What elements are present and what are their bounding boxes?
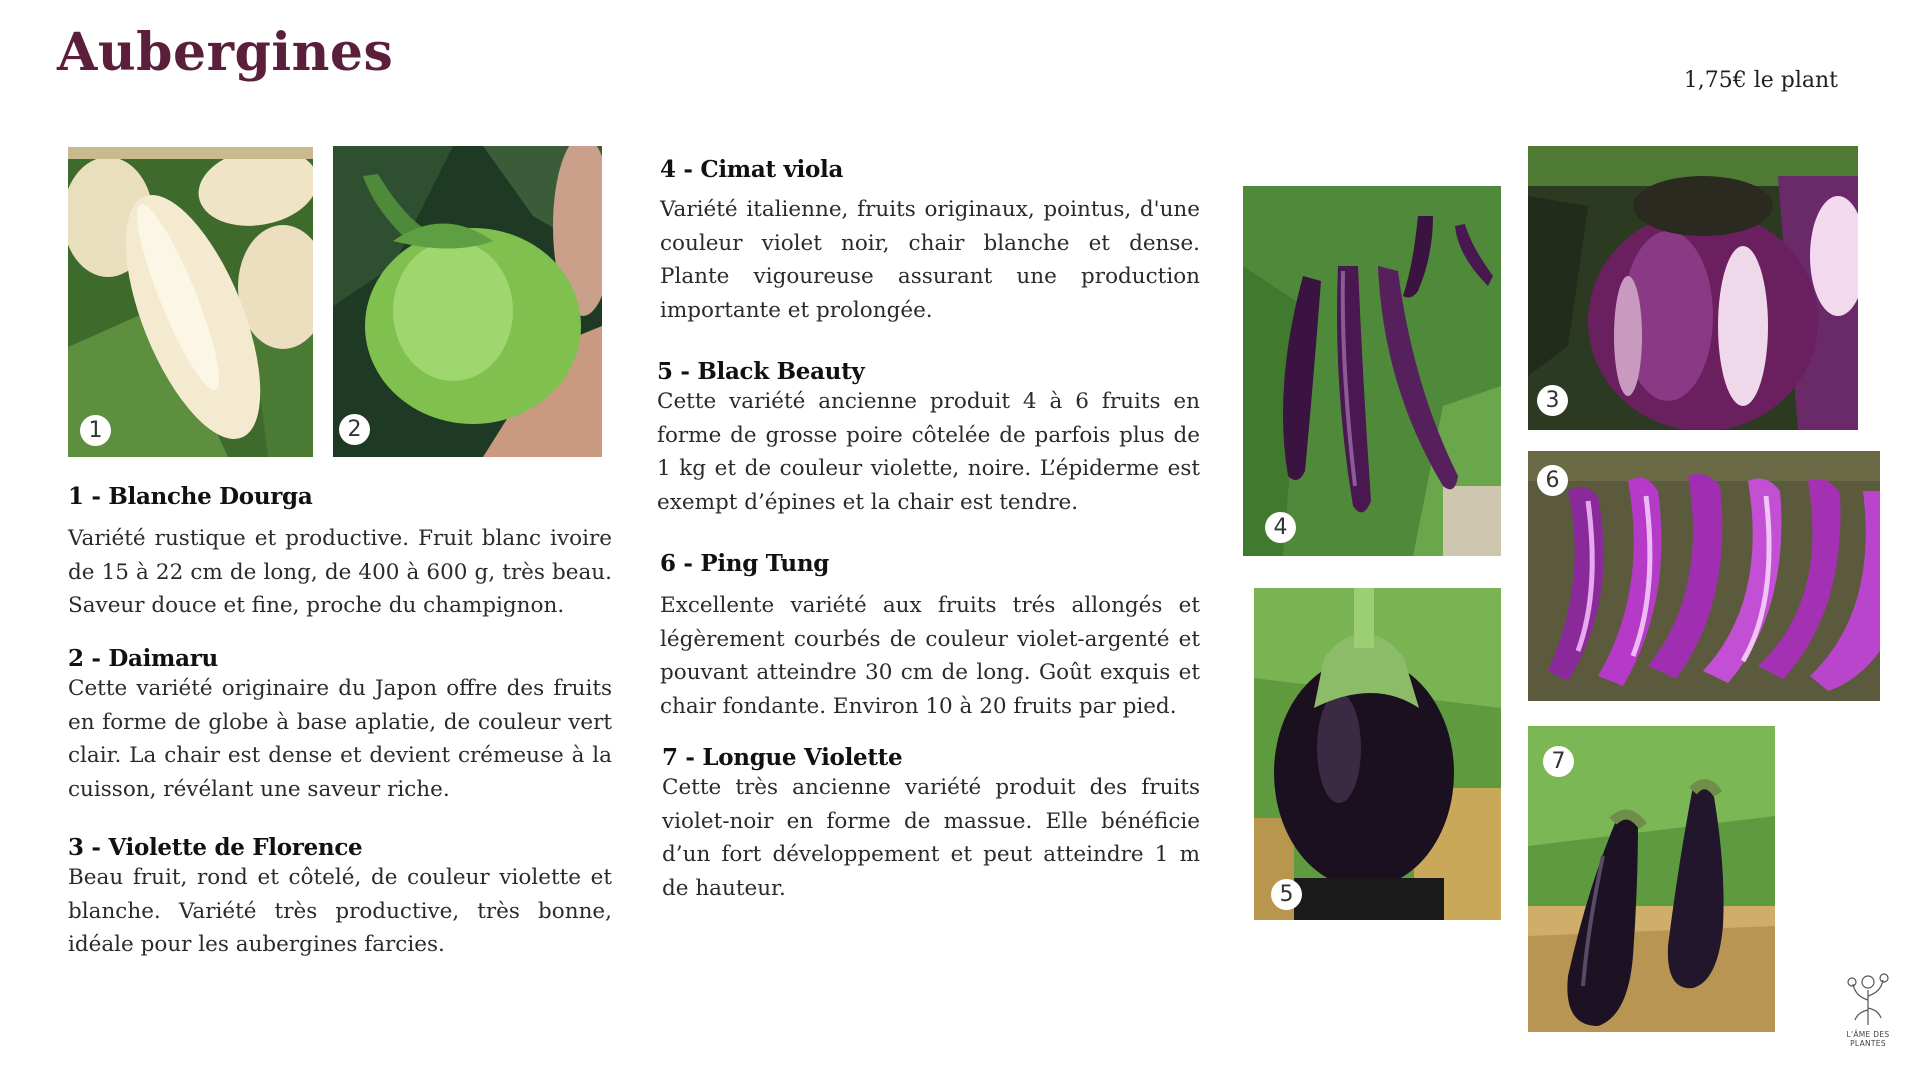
variety-heading: 7 - Longue Violette bbox=[662, 744, 903, 771]
photo-violette-de-florence bbox=[1528, 146, 1858, 430]
photo-number-badge: 1 bbox=[80, 415, 111, 446]
photo-number-badge: 6 bbox=[1537, 465, 1568, 496]
photo-number-badge: 2 bbox=[339, 414, 370, 445]
variety-heading: 5 - Black Beauty bbox=[657, 358, 865, 385]
photo-cimat-viola-image bbox=[1243, 186, 1501, 556]
price-label: 1,75€ le plant bbox=[1683, 68, 1838, 93]
photo-ping-tung bbox=[1528, 451, 1880, 701]
variety-1 bbox=[68, 483, 612, 623]
photo-cimat-viola bbox=[1243, 186, 1501, 556]
page-title: Aubergines bbox=[57, 22, 394, 83]
variety-description: Beau fruit, rond et côtelé, de couleur violette et blanche. Variété très productive, très bonne, idéale pour les aubergines farcies. bbox=[68, 865, 612, 957]
variety-heading: 6 - Ping Tung bbox=[660, 550, 830, 577]
photo-number-badge: 5 bbox=[1271, 879, 1302, 910]
variety-description: Cette variété originaire du Japon offre des fruits en forme de globe à base aplatie, de couleur vert clair. La chair est dense et devient crémeuse à la cuisson, révélant une saveur riche. bbox=[68, 676, 612, 802]
photo-number-badge: 7 bbox=[1543, 746, 1574, 777]
variety-heading: 1 - Blanche Dourga bbox=[68, 483, 313, 510]
photo-violette-de-florence-image bbox=[1528, 146, 1858, 430]
variety-6 bbox=[660, 550, 1200, 723]
photo-longue-violette bbox=[1528, 726, 1775, 1032]
photo-blanche-dourga-image bbox=[68, 147, 313, 457]
variety-heading: 3 - Violette de Florence bbox=[68, 834, 363, 861]
photo-blanche-dourga bbox=[68, 147, 313, 457]
photo-number-badge: 4 bbox=[1265, 512, 1296, 543]
variety-description: Variété italienne, fruits originaux, pointus, d'une couleur violet noir, chair blanche et dense. Plante vigoureuse assurant une production importante et prolongée. bbox=[660, 197, 1200, 323]
variety-description: Cette très ancienne variété produit des fruits violet-noir en forme de massue. Elle bénéficie d’un fort développement et peut atteindre 1 m de hauteur. bbox=[662, 775, 1200, 901]
variety-4 bbox=[660, 156, 1200, 327]
variety-description: Cette variété ancienne produit 4 à 6 fruits en forme de grosse poire côtelée de parfois plus de 1 kg et de couleur violette, noire. L’épiderme est exempt d’épines et la chair est tendre. bbox=[657, 389, 1200, 515]
variety-heading: 4 - Cimat viola bbox=[660, 156, 844, 183]
variety-heading: 2 - Daimaru bbox=[68, 645, 218, 672]
variety-2 bbox=[68, 645, 612, 806]
photo-daimaru-image bbox=[333, 146, 602, 457]
photo-daimaru bbox=[333, 146, 602, 457]
variety-description: Variété rustique et productive. Fruit blanc ivoire de 15 à 22 cm de long, de 400 à 600 g, très beau. Saveur douce et fine, proche du champignon. bbox=[68, 526, 612, 618]
variety-7 bbox=[662, 744, 1200, 905]
brand-logo bbox=[1830, 970, 1906, 1048]
variety-5 bbox=[657, 358, 1200, 519]
logo-text: L'ÂME DES PLANTES bbox=[1846, 1030, 1890, 1048]
photo-number-badge: 3 bbox=[1537, 385, 1568, 416]
plant-logo-icon bbox=[1843, 970, 1893, 1026]
photo-ping-tung-image bbox=[1528, 451, 1880, 701]
variety-3 bbox=[68, 834, 612, 962]
photo-black-beauty-image bbox=[1254, 588, 1501, 920]
variety-description: Excellente variété aux fruits trés allongés et légèrement courbés de couleur violet-argenté et pouvant atteindre 30 cm de long. Goût exquis et chair fondante. Environ 10 à 20 fruits par pied. bbox=[660, 593, 1200, 719]
photo-black-beauty bbox=[1254, 588, 1501, 920]
